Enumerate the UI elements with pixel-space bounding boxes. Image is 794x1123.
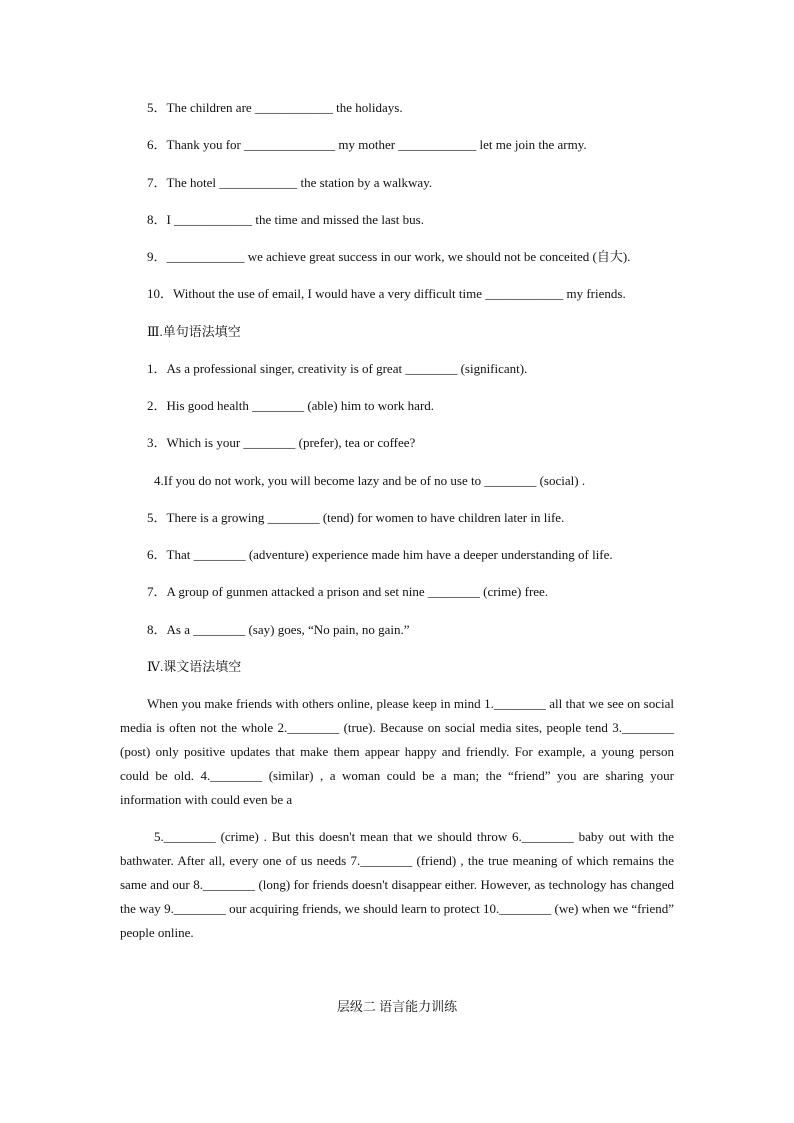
section-4-heading: Ⅳ.课文语法填空 [147, 659, 242, 674]
fill-item-6: 6．Thank you for ______________ my mother ____________ let me join the army. [147, 137, 587, 152]
grammar-item-2: 2．His good health ________ (able) him to work hard. [147, 398, 435, 413]
grammar-item-1: 1．As a professional singer, creativity is of great ________ (significant). [147, 361, 528, 376]
passage-paragraph-1: When you make friends with others online, please keep in mind 1.________ all that we see on social media is often not the whole 2.________ (true). Because on social media sites, people tend 3.________ (post) only positive updates that make them appear happy and friendly. For example, a young person could be old. 4.________ (similar) , a woman could be a man; the “friend” you are sharing your information with could even be a [120, 696, 674, 807]
fill-item-7: 7．The hotel ____________ the station by a walkway. [147, 175, 433, 190]
passage-paragraph-2: 5.________ (crime) . But this doesn't mean that we should throw 6.________ baby out with the bathwater. After all, every one of us needs 7.________ (friend) , the true meaning of which remains the same and our 8.________ (long) for friends doesn't disappear either. However, as technology has changed the way 9.________ our acquiring friends, we should learn to protect 10.________ (we) when we “friend” people online. [120, 829, 674, 940]
grammar-item-8: 8．As a ________ (say) goes, “No pain, no gain.” [147, 622, 410, 637]
fill-item-9: 9．____________ we achieve great success in our work, we should not be conceited (自大). [147, 249, 631, 264]
grammar-item-7: 7．A group of gunmen attacked a prison and set nine ________ (crime) free. [147, 584, 549, 599]
fill-item-8: 8．I ____________ the time and missed the last bus. [147, 212, 424, 227]
fill-item-10: 10．Without the use of email, I would have a very difficult time ____________ my friends. [147, 286, 626, 301]
grammar-item-3: 3．Which is your ________ (prefer), tea or coffee? [147, 435, 416, 450]
grammar-item-4: 4.If you do not work, you will become lazy and be of no use to ________ (social) . [154, 473, 586, 488]
grammar-item-5: 5．There is a growing ________ (tend) for women to have children later in life. [147, 510, 565, 525]
grammar-item-6: 6．That ________ (adventure) experience made him have a deeper understanding of life. [147, 547, 613, 562]
section-3-heading: Ⅲ.单句语法填空 [147, 324, 241, 339]
section-level-footer: 层级二 语言能力训练 [336, 999, 458, 1014]
fill-item-5: 5．The children are ____________ the holidays. [147, 100, 403, 115]
